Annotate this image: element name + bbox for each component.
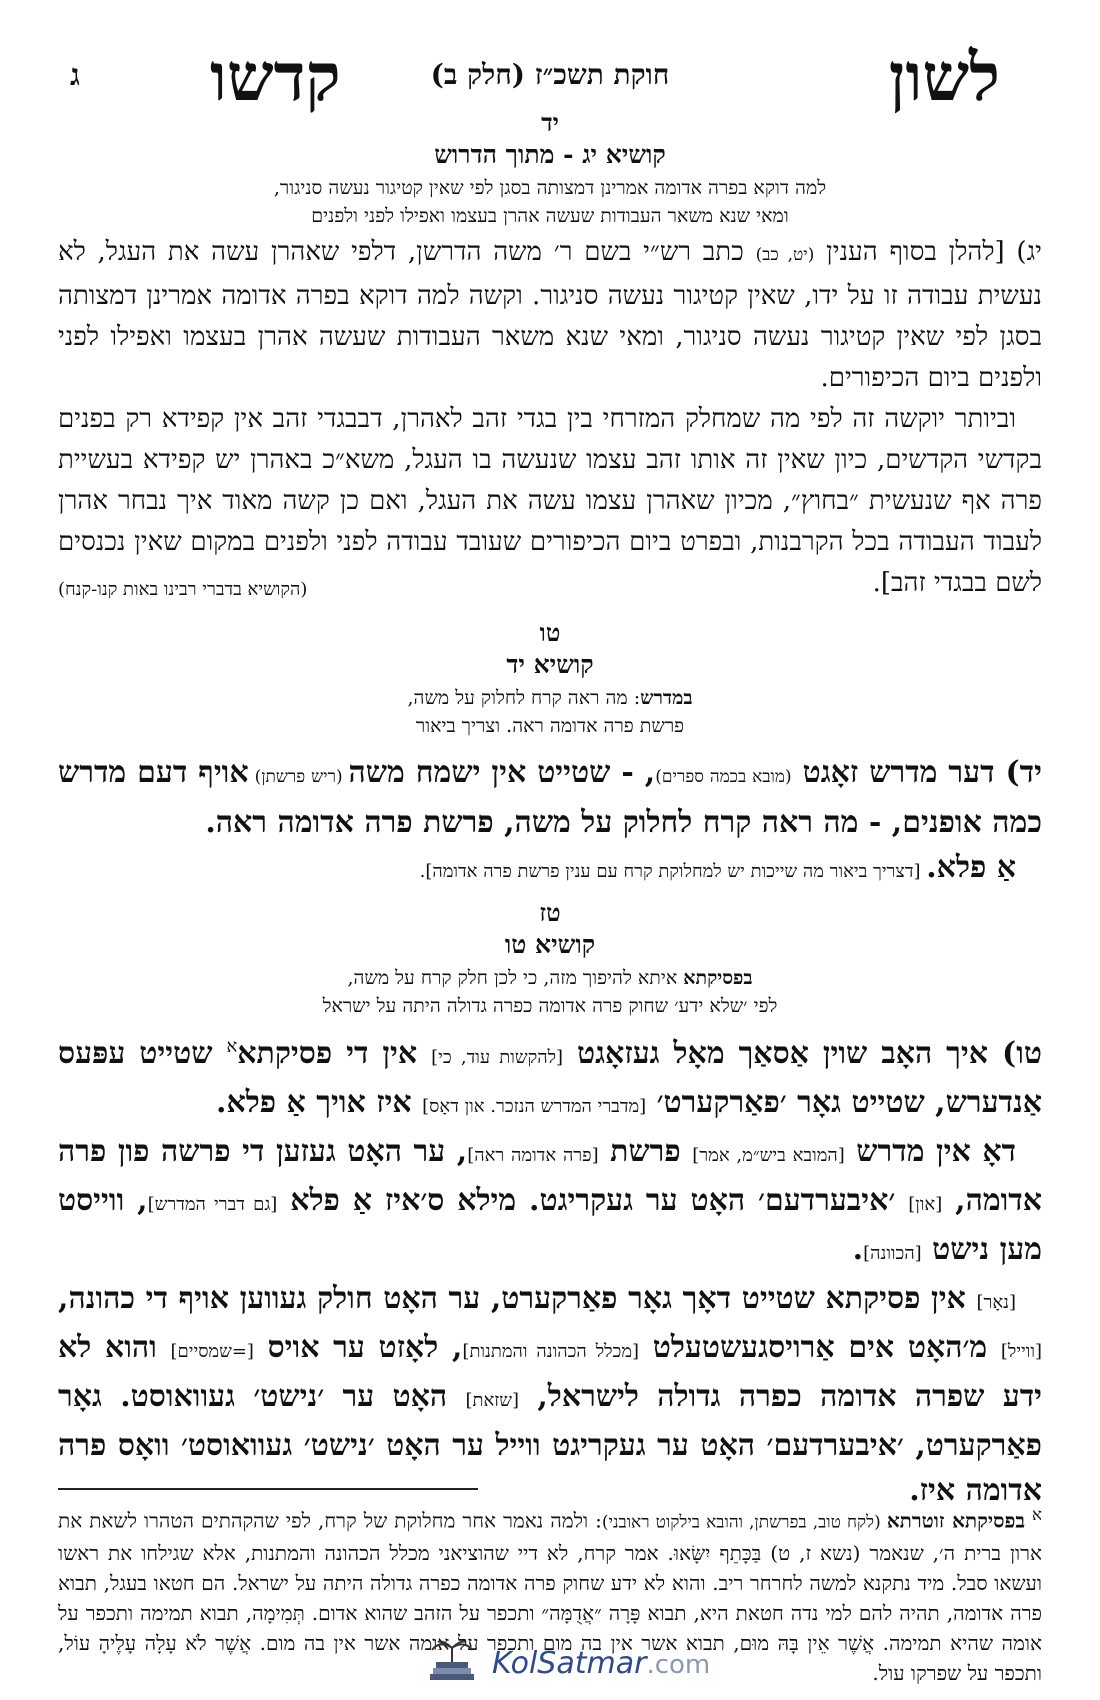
section-number: טו <box>539 618 561 647</box>
question-summary-line: ומאי שנא משאר העבודות שעשה אהרן בעצמו ואפילו לפני ולפנים <box>311 205 789 227</box>
section-3-body <box>58 1024 1042 1513</box>
bookstack-palm-icon <box>420 1640 484 1690</box>
footnote: $^א$ בפסיקתא זוטרתא (לקח טוב, בפרשתן, והובא בילקוט ראובני): ולמה נאמר אחר מחלוקת של קרח, לפי שהקהתים הטהרו לשאת את ארון ברית ה׳, שנאמר (נשא ז, ט) בַּכָּתֵף יִשָּׂאוּ. אמר קרח, לא דיי שהוציאני מכלל הכהונה והמתנות, אלא שגילחו את ראשו ועשאו סבל. מיד נתקנא למשה לחרחר ריב. והוא לא ידע שחוק פרה אדומה כפרה גדולה היתה על ישראל. הם חטאו בעגל, תבוא פרה אדומה, תהיה להם למי נדה חטאת היא, תבוא פָּרָה ״אֲדֻמָּה״ ותכפר על הזהב שהוא אדום. תְּמִימָה, תבוא תמימה ותכפר על אומה שהיא תמימה. אֲשֶׁר אֵין בָּהּ מוּם, תבוא אשר אין בה מום ותכפר על אומה אשר אין בה מום. אֲשֶׁר לֹא עָלָה עָלֶיהָ עוֹל, ותכפר על שפרקו עול. <box>58 1505 1043 1685</box>
question-title: קושיא יד <box>506 650 594 679</box>
section-number: יד <box>541 108 559 137</box>
paragraph: יד) דער מדרש זאָגט (מובא בכמה ספרים), - שטייט אין ישמח משה (ריש פרשתן) אויף דעם מדרש כמה אופנים, - מה ראה קרח לחלוק על משה, פרשת פרה אדומה ראה. <box>58 755 1042 840</box>
section-2-body <box>58 750 1042 894</box>
source-ref: (מובא בכמה ספרים) <box>655 767 792 787</box>
paragraph: [נאָר] אין פסיקתא שטייט דאָך גאָר פאַרקערט, ער האָט חולק געווען אויף די כהונה, [ווייל] מ׳האָט אים אַרויסגעשטעלט [מכלל הכהונה והמתנות], לאָזט ער אויס [=שמסיים] והוא לא ידע שפרה אדומה כפרה גדולה לישראל, [שזאת] האָט ער ׳נישט׳ געוואוסט. גאָר פאַרקערט, ׳איבערדעם׳ האָט ער געקריגט ווייל ער האָט ׳נישט׳ געוואוסט׳ וואָס פרה אדומה איז. <box>58 1281 1042 1508</box>
paragraph: דאָ אין מדרש [המובא ביש״מ, אמר] פרשת [פרה אדומה ראה], ער האָט געזען די פרשה פון פרה אדומה, [און] ׳איבערדעם׳ האָט ער געקריגט. מילא ס׳איז אַ פלא [גם דברי המדרש], ווייסט מען נישט [הכוונה]. <box>58 1134 1042 1267</box>
footnote-marker[interactable]: א <box>226 1036 238 1057</box>
question-summary-line: פרשת פרה אדומה ראה. וצריך ביאור <box>415 715 685 737</box>
question-summary-line: לפי ׳שלא ידע׳ שחוק פרה אדומה כפרה גדולה היתה על ישראל <box>322 995 778 1017</box>
question-summary-line: בפסיקתא איתא להיפוך מזה, כי לכן חלק קרח על משה, <box>347 967 753 989</box>
question-summary-line: למה דוקא בפרה אדומה אמרינן דמצותה בסגן לפי שאין קטיגור נעשה סניגור, <box>273 177 827 199</box>
footnote-source: בפסיקתא זוטרתא <box>886 1508 1025 1533</box>
running-header <box>60 38 1040 116</box>
footnote-divider <box>58 1488 478 1490</box>
header-title-left: קדשו <box>210 38 341 116</box>
question-title: קושיא יג - מתוך הדרוש <box>434 140 666 169</box>
paragraph: יג) [להלן בסוף הענין (יט, כב) כתב רש״י בשם ר׳ משה הדרשן, דלפי שאהרן עשה את העגל, לא נעשית עבודה זו על ידו, שאין קטיגור נעשה סניגור. וקשה למה דוקא בפרה אדומה אמרינן דמצותה בסגן לפי שאין קטיגור נעשה סניגור, ומאי שנא משאר העבודות שעשה אהרן בעצמו ואפילו לפני ולפנים ביום הכיפורים. <box>58 237 1042 393</box>
header-title-right: לשון <box>888 38 1000 116</box>
kolsatmar-logo <box>420 1640 711 1690</box>
source-ref: (ריש פרשתן) <box>248 767 349 787</box>
question-title: קושיא טו <box>504 930 596 959</box>
section-number: טז <box>539 898 561 927</box>
paragraph: אַ פלא. [דצריך ביאור מה שייכות יש למחלוקת קרח עם ענין פרשת פרה אדומה]. <box>419 850 1016 885</box>
paragraph: טו) איך האָב שוין אַסאַך מאָל געזאָגט [להקשות עוד, כי] אין די פסיקתא$^א$ שטייט עפּעס אַנדערש, שטייט גאָר ׳פאַרקערט׳ [מדברי המדרש הנזכר. און דאָס] איז אויך אַ פלא. <box>58 1036 1042 1120</box>
header-subtitle: חוקת תשכ״ז (חלק ב) <box>430 58 670 91</box>
page-number: ג <box>70 58 80 93</box>
section-1-heading <box>0 108 1100 230</box>
section-2-heading <box>0 618 1100 740</box>
section-3-heading <box>0 898 1100 1020</box>
source-ref: (יט, כב) <box>755 245 815 265</box>
footnote-mark: א <box>1032 1505 1043 1524</box>
source-note: (הקושיא בדברי רבינו באות קנו-קנח) <box>58 579 308 600</box>
brand-text: KolSatmar.com <box>492 1646 711 1681</box>
section-1-body <box>58 232 1042 610</box>
paragraph: וביותר יוקשה זה לפי מה שמחלק המזרחי בין בגדי זהב לאהרן, דבבגדי זהב אין קפידא רק בפנים בקדשי הקדשים, כיון שאין זה אותו זהב עצמו שנעשה בו העגל, משא״כ באהרן יש קפידא בעשיית פרה אף שנעשית ״בחוץ״, מכיון שאהרן עצמו עשה את העגל, ואם כן קשה מאוד איך נבחר אהרן לעבוד העבודה בכל הקרבנות, ובפרט ביום הכיפורים שעובד עבודה לפני ולפנים במקום שאין נכנסים לשם בבגדי זהב]. (הקושיא בדברי רבינו באות קנו-קנח) <box>58 399 1042 604</box>
question-summary-line: במדרש: מה ראה קרח לחלוק על משה, <box>407 687 693 709</box>
